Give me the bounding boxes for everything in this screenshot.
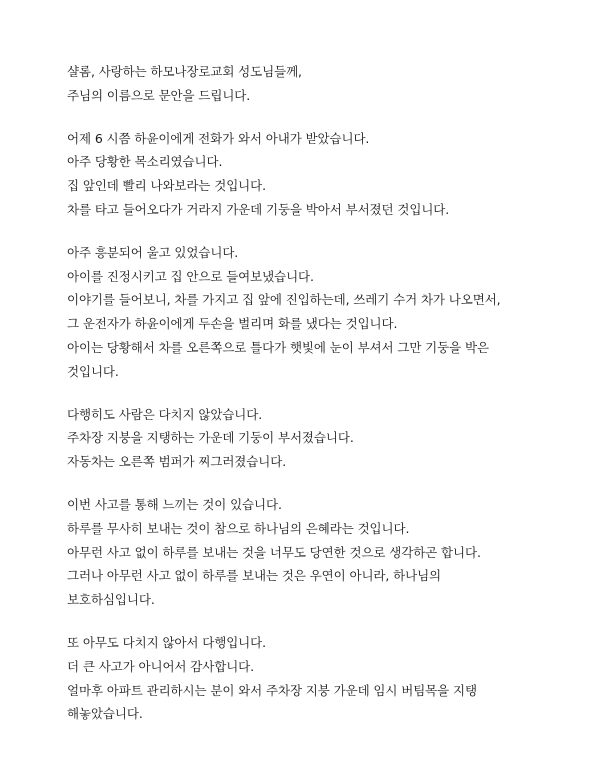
paragraph-phone-call [67, 127, 577, 222]
text-line: 하루를 무사히 보내는 것이 참으로 하나님의 은혜라는 것입니다. [67, 520, 410, 536]
text-line: 다행히도 사람은 다치지 않았습니다. [67, 406, 263, 422]
text-line: 것입니다. [67, 363, 119, 379]
text-line: 아주 당황한 목소리였습니다. [67, 154, 223, 170]
text-line: 얼마후 아파트 관리하시는 분이 와서 주차장 지붕 가운데 임시 버팀목을 지탱 [67, 682, 477, 698]
text-line: 아이를 진정시키고 집 안으로 들여보냈습니다. [67, 268, 314, 284]
paragraph-damage [67, 403, 577, 474]
text-line: 또 아무도 다치지 않아서 다행입니다. [67, 634, 266, 650]
text-line: 자동차는 오른쪽 범퍼가 찌그러졌습니다. [67, 454, 287, 470]
text-line: 주차장 지붕을 지탱하는 가운데 기둥이 부서졌습니다. [67, 430, 354, 446]
text-line: 이야기를 들어보니, 차를 가지고 집 앞에 진입하는데, 쓰레기 수거 차가 나오면서, [67, 292, 501, 308]
text-line: 아무런 사고 없이 하루를 보내는 것을 너무도 당연한 것으로 생각하곤 합니다. [67, 544, 481, 560]
letter-body [67, 60, 577, 745]
text-line: 그 운전자가 하윤이에게 두손을 벌리며 화를 냈다는 것입니다. [67, 316, 398, 332]
greeting-paragraph [67, 60, 577, 108]
text-line: 아이는 당황해서 차를 오른쪽으로 틀다가 햇빛에 눈이 부셔서 그만 기둥을 박은 [67, 339, 489, 355]
text-line: 해놓았습니다. [67, 706, 143, 722]
paragraph-accident-story [67, 241, 577, 384]
text-line: 더 큰 사고가 아니어서 감사합니다. [67, 658, 255, 674]
greeting-line: 주님의 이름으로 문안을 드립니다. [67, 87, 251, 103]
paragraph-gratitude [67, 631, 577, 726]
text-line: 어제 6 시쯤 하윤이에게 전화가 와서 아내가 받았습니다. [67, 130, 370, 146]
paragraph-reflection [67, 493, 577, 612]
text-line: 이번 사고를 통해 느끼는 것이 있습니다. [67, 496, 282, 512]
text-line: 보호하심입니다. [67, 592, 155, 608]
text-line: 차를 타고 들어오다가 거라지 가운데 기둥을 박아서 부서졌던 것입니다. [67, 201, 450, 217]
text-line: 아주 흥분되어 울고 있었습니다. [67, 244, 239, 260]
greeting-line: 샬롬, 사랑하는 하모나장로교회 성도님들께, [67, 64, 302, 79]
text-line: 집 앞인데 빨리 나와보라는 것입니다. [67, 178, 266, 194]
text-line: 그러나 아무런 사고 없이 하루를 보내는 것은 우연이 아니라, 하나님의 [67, 568, 442, 584]
